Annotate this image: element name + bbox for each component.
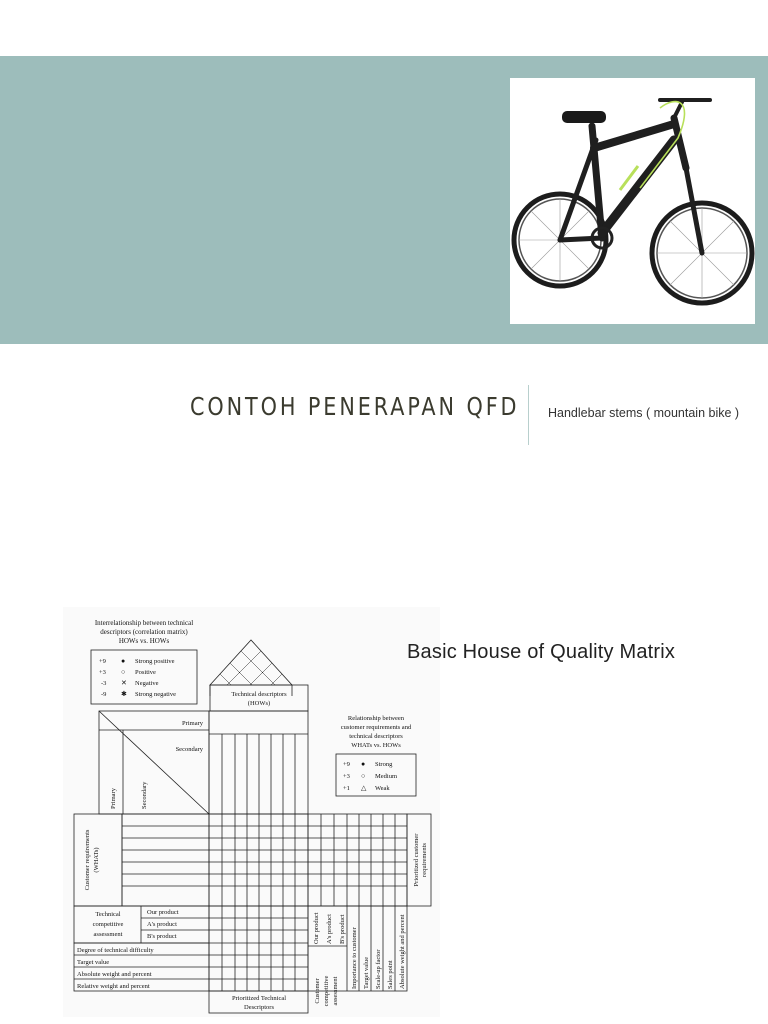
customer-competitive-label-2: competitive bbox=[323, 975, 330, 1007]
bottom-row-label: Absolute weight and percent bbox=[77, 971, 152, 978]
secondary-label-vertical: Secondary bbox=[141, 781, 148, 809]
slide-subtitle: Handlebar stems ( mountain bike ) bbox=[548, 406, 740, 420]
corr-legend-value: +9 bbox=[99, 658, 106, 665]
mountain-bike-photo bbox=[510, 78, 755, 324]
corr-legend-value: +3 bbox=[99, 669, 106, 676]
product-column-label: B's product bbox=[339, 914, 346, 944]
tech-competitive-label-1: Technical bbox=[95, 911, 121, 918]
corr-legend-label: Strong positive bbox=[135, 658, 175, 665]
rel-legend-label: Strong bbox=[375, 761, 393, 768]
rel-legend-value: +3 bbox=[343, 773, 350, 780]
correlation-title-3: HOWs vs. HOWs bbox=[118, 637, 170, 645]
relationship-title-2: customer requirements and bbox=[340, 724, 412, 731]
customer-competitive-label-1: Customer bbox=[314, 978, 321, 1004]
strong-icon: ● bbox=[361, 760, 366, 768]
strong-negative-icon: ✱ bbox=[121, 690, 127, 698]
prioritized-technical-label-2: Descriptors bbox=[244, 1004, 274, 1011]
right-column-label: Sales point bbox=[387, 960, 394, 989]
prioritized-customer-label-2: requirements bbox=[421, 843, 428, 877]
rel-legend-label: Weak bbox=[375, 785, 390, 792]
tech-descriptors-label-1: Technical descriptors bbox=[231, 691, 287, 698]
bottom-row-label: Degree of technical difficulty bbox=[77, 947, 154, 954]
right-column-label: Importance to customer bbox=[351, 927, 358, 989]
corr-legend-label: Strong negative bbox=[135, 691, 176, 698]
primary-label-vertical: Primary bbox=[110, 788, 117, 809]
corr-legend-label: Negative bbox=[135, 680, 159, 687]
medium-icon: ○ bbox=[361, 772, 366, 780]
product-column-label: Our product bbox=[313, 912, 320, 944]
right-column-label: Absolute weight and percent bbox=[399, 914, 406, 989]
corr-legend-value: -3 bbox=[101, 680, 107, 687]
corr-legend-value: -9 bbox=[101, 691, 107, 698]
right-column-label: Scale-up factor bbox=[375, 949, 382, 989]
tech-competitive-label-2: competitive bbox=[92, 921, 124, 928]
product-column-label: A's product bbox=[326, 914, 333, 944]
bottom-row-label: Target value bbox=[77, 959, 110, 966]
relationship-title-1: Relationship between bbox=[347, 715, 405, 722]
customer-requirements-label-2: (WHATs) bbox=[93, 847, 100, 873]
rel-legend-value: +1 bbox=[343, 785, 350, 792]
bottom-row-label: Relative weight and percent bbox=[77, 983, 150, 990]
customer-requirements-label-1: Customer requirements bbox=[84, 829, 91, 891]
strong-positive-icon: ● bbox=[121, 657, 126, 665]
slide-title: CONTOH PENERAPAN QFD bbox=[190, 392, 520, 421]
primary-label: Primary bbox=[182, 720, 203, 727]
rel-legend-label: Medium bbox=[375, 773, 398, 780]
prioritized-customer-label-1: Prioritized customer bbox=[413, 833, 420, 887]
right-column-label: Target value bbox=[363, 956, 370, 989]
secondary-label: Secondary bbox=[175, 746, 203, 753]
rel-legend-value: +9 bbox=[343, 761, 350, 768]
product-row-label: B's product bbox=[147, 933, 177, 940]
product-row-label: Our product bbox=[147, 909, 179, 916]
positive-icon: ○ bbox=[121, 668, 126, 676]
negative-icon: ✕ bbox=[121, 679, 127, 687]
prioritized-technical-label-1: Prioritized Technical bbox=[231, 995, 287, 1002]
correlation-title-1: Interrelationship between technical bbox=[94, 619, 194, 627]
customer-competitive-label-3: assessment bbox=[332, 976, 339, 1006]
tech-descriptors-label-2: (HOWs) bbox=[247, 700, 271, 707]
corr-legend-label: Positive bbox=[135, 669, 156, 676]
relationship-title-3: technical descriptors bbox=[349, 733, 403, 740]
tech-competitive-label-3: assessment bbox=[93, 931, 123, 938]
relationship-title-4: WHATs vs. HOWs bbox=[351, 742, 401, 749]
house-of-quality-diagram bbox=[63, 607, 440, 1017]
weak-icon: △ bbox=[361, 784, 367, 792]
hoq-caption: Basic House of Quality Matrix bbox=[407, 641, 676, 663]
product-row-label: A's product bbox=[147, 921, 177, 928]
correlation-title-2: descriptors (correlation matrix) bbox=[100, 628, 188, 636]
title-divider bbox=[528, 385, 529, 445]
